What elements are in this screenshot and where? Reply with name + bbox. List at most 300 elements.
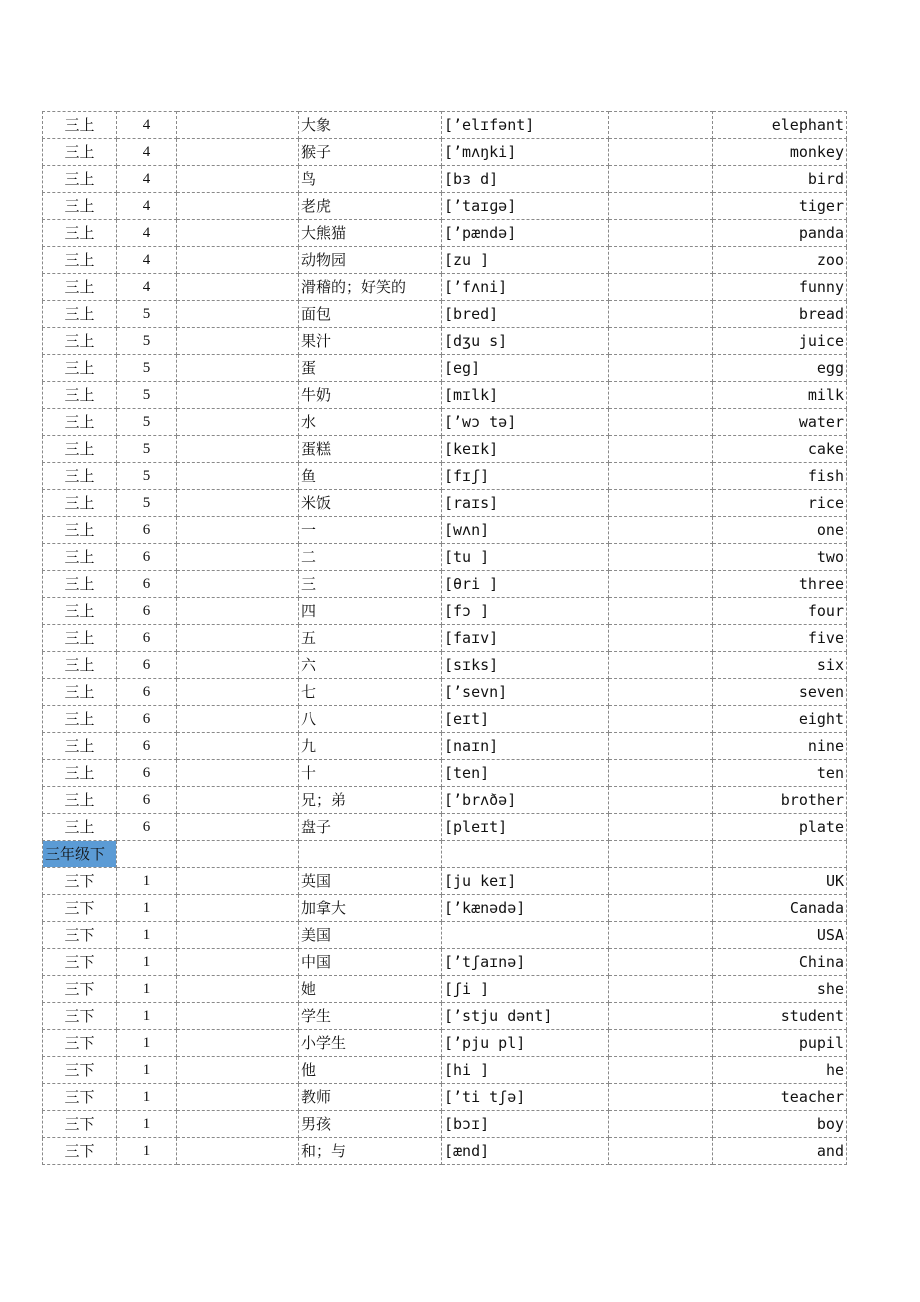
unit-cell: 5 bbox=[117, 409, 177, 436]
grade-cell: 三下 bbox=[43, 868, 117, 895]
grade-cell: 三上 bbox=[43, 652, 117, 679]
unit-cell: 1 bbox=[117, 922, 177, 949]
english-word-cell: eight bbox=[713, 706, 847, 733]
blank-cell bbox=[609, 1057, 713, 1084]
english-word-cell: elephant bbox=[713, 112, 847, 139]
english-word-cell: water bbox=[713, 409, 847, 436]
phonetic-cell: [mɪlk] bbox=[442, 382, 609, 409]
unit-cell: 1 bbox=[117, 895, 177, 922]
chinese-meaning-cell: 美国 bbox=[299, 922, 442, 949]
phonetic-cell: [eg] bbox=[442, 355, 609, 382]
blank-cell bbox=[609, 274, 713, 301]
blank-cell bbox=[177, 1003, 299, 1030]
grade-cell: 三下 bbox=[43, 1057, 117, 1084]
table-row bbox=[43, 1084, 847, 1111]
phonetic-cell: [zu ] bbox=[442, 247, 609, 274]
english-word-cell: bird bbox=[713, 166, 847, 193]
blank-cell bbox=[177, 328, 299, 355]
table-row bbox=[43, 112, 847, 139]
phonetic-cell: [keɪk] bbox=[442, 436, 609, 463]
phonetic-cell: [bred] bbox=[442, 301, 609, 328]
grade-cell: 三下 bbox=[43, 1111, 117, 1138]
chinese-meaning-cell: 蛋糕 bbox=[299, 436, 442, 463]
english-word-cell: fish bbox=[713, 463, 847, 490]
unit-cell: 4 bbox=[117, 220, 177, 247]
phonetic-cell: [faɪv] bbox=[442, 625, 609, 652]
blank-cell bbox=[177, 463, 299, 490]
table-row bbox=[43, 922, 847, 949]
chinese-meaning-cell: 米饭 bbox=[299, 490, 442, 517]
grade-cell: 三上 bbox=[43, 301, 117, 328]
grade-cell: 三上 bbox=[43, 382, 117, 409]
blank-cell bbox=[177, 436, 299, 463]
grade-cell: 三上 bbox=[43, 814, 117, 841]
blank-cell bbox=[609, 625, 713, 652]
chinese-meaning-cell: 她 bbox=[299, 976, 442, 1003]
blank-cell bbox=[609, 1084, 713, 1111]
phonetic-cell: [’taɪɡə] bbox=[442, 193, 609, 220]
unit-cell: 1 bbox=[117, 1057, 177, 1084]
table-row bbox=[43, 895, 847, 922]
blank-cell bbox=[609, 490, 713, 517]
phonetic-cell: [’wɔ tə] bbox=[442, 409, 609, 436]
phonetic-cell: [’elɪfənt] bbox=[442, 112, 609, 139]
english-word-cell: tiger bbox=[713, 193, 847, 220]
blank-cell bbox=[609, 301, 713, 328]
table-row bbox=[43, 544, 847, 571]
unit-cell: 5 bbox=[117, 328, 177, 355]
unit-cell: 6 bbox=[117, 544, 177, 571]
blank-cell bbox=[177, 895, 299, 922]
table-row bbox=[43, 274, 847, 301]
grade-cell: 三上 bbox=[43, 598, 117, 625]
phonetic-cell: [’mʌŋki] bbox=[442, 139, 609, 166]
table-row bbox=[43, 598, 847, 625]
blank-cell bbox=[609, 733, 713, 760]
blank-cell bbox=[177, 274, 299, 301]
table-row bbox=[43, 760, 847, 787]
unit-cell: 6 bbox=[117, 652, 177, 679]
chinese-meaning-cell: 二 bbox=[299, 544, 442, 571]
blank-cell bbox=[177, 409, 299, 436]
unit-cell: 1 bbox=[117, 1138, 177, 1165]
table-row bbox=[43, 679, 847, 706]
blank-cell bbox=[609, 382, 713, 409]
english-word-cell: rice bbox=[713, 490, 847, 517]
grade-cell: 三上 bbox=[43, 220, 117, 247]
blank-cell bbox=[177, 787, 299, 814]
unit-cell: 5 bbox=[117, 301, 177, 328]
english-word-cell bbox=[713, 841, 847, 868]
chinese-meaning-cell: 大象 bbox=[299, 112, 442, 139]
blank-cell bbox=[177, 922, 299, 949]
unit-cell: 5 bbox=[117, 490, 177, 517]
english-word-cell: brother bbox=[713, 787, 847, 814]
grade-cell: 三上 bbox=[43, 544, 117, 571]
unit-cell: 4 bbox=[117, 247, 177, 274]
table-row bbox=[43, 382, 847, 409]
blank-cell bbox=[609, 787, 713, 814]
table-row bbox=[43, 976, 847, 1003]
blank-cell bbox=[177, 544, 299, 571]
unit-cell: 5 bbox=[117, 355, 177, 382]
blank-cell bbox=[609, 706, 713, 733]
phonetic-cell: [’kænədə] bbox=[442, 895, 609, 922]
chinese-meaning-cell: 蛋 bbox=[299, 355, 442, 382]
unit-cell: 4 bbox=[117, 139, 177, 166]
unit-cell: 6 bbox=[117, 598, 177, 625]
blank-cell bbox=[609, 976, 713, 1003]
phonetic-cell: [’fʌni] bbox=[442, 274, 609, 301]
chinese-meaning-cell: 鱼 bbox=[299, 463, 442, 490]
chinese-meaning-cell: 英国 bbox=[299, 868, 442, 895]
phonetic-cell: [ʃi ] bbox=[442, 976, 609, 1003]
grade-cell: 三上 bbox=[43, 760, 117, 787]
grade-cell: 三上 bbox=[43, 139, 117, 166]
english-word-cell: funny bbox=[713, 274, 847, 301]
table-row bbox=[43, 1111, 847, 1138]
unit-cell: 6 bbox=[117, 733, 177, 760]
phonetic-cell: [ænd] bbox=[442, 1138, 609, 1165]
english-word-cell: one bbox=[713, 517, 847, 544]
chinese-meaning-cell: 学生 bbox=[299, 1003, 442, 1030]
chinese-meaning-cell: 九 bbox=[299, 733, 442, 760]
chinese-meaning-cell: 中国 bbox=[299, 949, 442, 976]
grade-cell: 三上 bbox=[43, 274, 117, 301]
blank-cell bbox=[609, 112, 713, 139]
blank-cell bbox=[609, 517, 713, 544]
phonetic-cell: [fɪʃ] bbox=[442, 463, 609, 490]
table-row bbox=[43, 706, 847, 733]
phonetic-cell: [eɪt] bbox=[442, 706, 609, 733]
blank-cell bbox=[177, 706, 299, 733]
english-word-cell: Canada bbox=[713, 895, 847, 922]
phonetic-cell: [bɜ d] bbox=[442, 166, 609, 193]
english-word-cell: six bbox=[713, 652, 847, 679]
english-word-cell: UK bbox=[713, 868, 847, 895]
chinese-meaning-cell: 鸟 bbox=[299, 166, 442, 193]
english-word-cell: two bbox=[713, 544, 847, 571]
phonetic-cell: [’brʌðə] bbox=[442, 787, 609, 814]
english-word-cell: student bbox=[713, 1003, 847, 1030]
phonetic-cell: [ten] bbox=[442, 760, 609, 787]
phonetic-cell: [θri ] bbox=[442, 571, 609, 598]
blank-cell bbox=[177, 652, 299, 679]
blank-cell bbox=[177, 1084, 299, 1111]
english-word-cell: USA bbox=[713, 922, 847, 949]
unit-cell: 1 bbox=[117, 1030, 177, 1057]
grade-cell: 三上 bbox=[43, 517, 117, 544]
blank-cell bbox=[609, 355, 713, 382]
blank-cell bbox=[177, 1111, 299, 1138]
grade-cell: 三下 bbox=[43, 949, 117, 976]
blank-cell bbox=[609, 247, 713, 274]
grade-cell: 三上 bbox=[43, 247, 117, 274]
table-row bbox=[43, 517, 847, 544]
english-word-cell: teacher bbox=[713, 1084, 847, 1111]
unit-cell bbox=[117, 841, 177, 868]
phonetic-cell: [’pændə] bbox=[442, 220, 609, 247]
chinese-meaning-cell: 加拿大 bbox=[299, 895, 442, 922]
chinese-meaning-cell: 三 bbox=[299, 571, 442, 598]
blank-cell bbox=[609, 220, 713, 247]
chinese-meaning-cell: 盘子 bbox=[299, 814, 442, 841]
chinese-meaning-cell: 六 bbox=[299, 652, 442, 679]
english-word-cell: seven bbox=[713, 679, 847, 706]
blank-cell bbox=[609, 1138, 713, 1165]
table-row bbox=[43, 490, 847, 517]
english-word-cell: he bbox=[713, 1057, 847, 1084]
chinese-meaning-cell: 果汁 bbox=[299, 328, 442, 355]
blank-cell bbox=[609, 463, 713, 490]
blank-cell bbox=[177, 841, 299, 868]
blank-cell bbox=[177, 301, 299, 328]
english-word-cell: five bbox=[713, 625, 847, 652]
blank-cell bbox=[177, 868, 299, 895]
phonetic-cell: [’sevn] bbox=[442, 679, 609, 706]
grade-cell: 三上 bbox=[43, 328, 117, 355]
unit-cell: 4 bbox=[117, 274, 177, 301]
phonetic-cell: [hi ] bbox=[442, 1057, 609, 1084]
blank-cell bbox=[609, 652, 713, 679]
blank-cell bbox=[177, 166, 299, 193]
grade-cell: 三上 bbox=[43, 490, 117, 517]
unit-cell: 6 bbox=[117, 760, 177, 787]
blank-cell bbox=[609, 571, 713, 598]
phonetic-cell: [ju keɪ] bbox=[442, 868, 609, 895]
chinese-meaning-cell: 大熊猫 bbox=[299, 220, 442, 247]
english-word-cell: she bbox=[713, 976, 847, 1003]
table-row bbox=[43, 166, 847, 193]
grade-cell: 三下 bbox=[43, 1138, 117, 1165]
vocabulary-table-body bbox=[43, 112, 847, 1165]
blank-cell bbox=[177, 382, 299, 409]
phonetic-cell: [’stju dənt] bbox=[442, 1003, 609, 1030]
chinese-meaning-cell: 牛奶 bbox=[299, 382, 442, 409]
english-word-cell: ten bbox=[713, 760, 847, 787]
phonetic-cell: [bɔɪ] bbox=[442, 1111, 609, 1138]
grade-cell: 三上 bbox=[43, 706, 117, 733]
unit-cell: 5 bbox=[117, 382, 177, 409]
blank-cell bbox=[609, 409, 713, 436]
phonetic-cell: [pleɪt] bbox=[442, 814, 609, 841]
blank-cell bbox=[177, 598, 299, 625]
blank-cell bbox=[177, 490, 299, 517]
table-row bbox=[43, 733, 847, 760]
unit-cell: 1 bbox=[117, 1111, 177, 1138]
table-row bbox=[43, 301, 847, 328]
blank-cell bbox=[177, 1057, 299, 1084]
blank-cell bbox=[609, 436, 713, 463]
english-word-cell: egg bbox=[713, 355, 847, 382]
blank-cell bbox=[177, 193, 299, 220]
chinese-meaning-cell: 兄；弟 bbox=[299, 787, 442, 814]
english-word-cell: three bbox=[713, 571, 847, 598]
phonetic-cell: [fɔ ] bbox=[442, 598, 609, 625]
section-header-row bbox=[43, 841, 847, 868]
phonetic-cell: [’pju pl] bbox=[442, 1030, 609, 1057]
unit-cell: 6 bbox=[117, 787, 177, 814]
grade-cell: 三上 bbox=[43, 355, 117, 382]
blank-cell bbox=[177, 625, 299, 652]
unit-cell: 6 bbox=[117, 571, 177, 598]
chinese-meaning-cell: 十 bbox=[299, 760, 442, 787]
phonetic-cell: [wʌn] bbox=[442, 517, 609, 544]
blank-cell bbox=[609, 193, 713, 220]
chinese-meaning-cell: 四 bbox=[299, 598, 442, 625]
blank-cell bbox=[609, 1003, 713, 1030]
unit-cell: 6 bbox=[117, 679, 177, 706]
english-word-cell: boy bbox=[713, 1111, 847, 1138]
english-word-cell: milk bbox=[713, 382, 847, 409]
grade-cell: 三上 bbox=[43, 625, 117, 652]
english-word-cell: panda bbox=[713, 220, 847, 247]
grade-cell: 三上 bbox=[43, 463, 117, 490]
blank-cell bbox=[609, 679, 713, 706]
unit-cell: 1 bbox=[117, 1084, 177, 1111]
blank-cell bbox=[177, 247, 299, 274]
english-word-cell: juice bbox=[713, 328, 847, 355]
grade-cell: 三上 bbox=[43, 166, 117, 193]
grade-cell: 三上 bbox=[43, 571, 117, 598]
grade-cell: 三年级下 bbox=[43, 841, 117, 868]
unit-cell: 6 bbox=[117, 625, 177, 652]
unit-cell: 4 bbox=[117, 166, 177, 193]
table-row bbox=[43, 193, 847, 220]
phonetic-cell: [tu ] bbox=[442, 544, 609, 571]
phonetic-cell: [’ti tʃə] bbox=[442, 1084, 609, 1111]
phonetic-cell bbox=[442, 841, 609, 868]
table-row bbox=[43, 355, 847, 382]
grade-cell: 三下 bbox=[43, 976, 117, 1003]
grade-cell: 三上 bbox=[43, 733, 117, 760]
table-row bbox=[43, 787, 847, 814]
unit-cell: 1 bbox=[117, 949, 177, 976]
table-row bbox=[43, 868, 847, 895]
blank-cell bbox=[177, 220, 299, 247]
blank-cell bbox=[609, 139, 713, 166]
chinese-meaning-cell: 五 bbox=[299, 625, 442, 652]
blank-cell bbox=[177, 517, 299, 544]
blank-cell bbox=[177, 139, 299, 166]
english-word-cell: pupil bbox=[713, 1030, 847, 1057]
chinese-meaning-cell: 小学生 bbox=[299, 1030, 442, 1057]
blank-cell bbox=[177, 571, 299, 598]
english-word-cell: and bbox=[713, 1138, 847, 1165]
grade-cell: 三下 bbox=[43, 1003, 117, 1030]
blank-cell bbox=[177, 1030, 299, 1057]
blank-cell bbox=[177, 976, 299, 1003]
english-word-cell: zoo bbox=[713, 247, 847, 274]
phonetic-cell: [’tʃaɪnə] bbox=[442, 949, 609, 976]
chinese-meaning-cell: 滑稽的；好笑的 bbox=[299, 274, 442, 301]
table-row bbox=[43, 1138, 847, 1165]
chinese-meaning-cell bbox=[299, 841, 442, 868]
blank-cell bbox=[177, 949, 299, 976]
blank-cell bbox=[609, 814, 713, 841]
english-word-cell: nine bbox=[713, 733, 847, 760]
table-row bbox=[43, 436, 847, 463]
phonetic-cell: [naɪn] bbox=[442, 733, 609, 760]
blank-cell bbox=[177, 355, 299, 382]
english-word-cell: bread bbox=[713, 301, 847, 328]
table-row bbox=[43, 1057, 847, 1084]
blank-cell bbox=[609, 1111, 713, 1138]
unit-cell: 6 bbox=[117, 814, 177, 841]
grade-cell: 三下 bbox=[43, 1030, 117, 1057]
phonetic-cell: [sɪks] bbox=[442, 652, 609, 679]
unit-cell: 6 bbox=[117, 706, 177, 733]
chinese-meaning-cell: 教师 bbox=[299, 1084, 442, 1111]
table-row bbox=[43, 409, 847, 436]
chinese-meaning-cell: 老虎 bbox=[299, 193, 442, 220]
table-row bbox=[43, 571, 847, 598]
chinese-meaning-cell: 动物园 bbox=[299, 247, 442, 274]
chinese-meaning-cell: 八 bbox=[299, 706, 442, 733]
blank-cell bbox=[609, 922, 713, 949]
unit-cell: 5 bbox=[117, 436, 177, 463]
phonetic-cell: [dʒu s] bbox=[442, 328, 609, 355]
grade-cell: 三上 bbox=[43, 787, 117, 814]
chinese-meaning-cell: 他 bbox=[299, 1057, 442, 1084]
unit-cell: 1 bbox=[117, 976, 177, 1003]
chinese-meaning-cell: 和；与 bbox=[299, 1138, 442, 1165]
grade-cell: 三下 bbox=[43, 922, 117, 949]
table-row bbox=[43, 949, 847, 976]
blank-cell bbox=[609, 841, 713, 868]
blank-cell bbox=[177, 814, 299, 841]
table-row bbox=[43, 1003, 847, 1030]
unit-cell: 6 bbox=[117, 517, 177, 544]
phonetic-cell bbox=[442, 922, 609, 949]
grade-cell: 三上 bbox=[43, 112, 117, 139]
blank-cell bbox=[177, 112, 299, 139]
blank-cell bbox=[609, 166, 713, 193]
grade-cell: 三下 bbox=[43, 1084, 117, 1111]
unit-cell: 1 bbox=[117, 1003, 177, 1030]
unit-cell: 4 bbox=[117, 193, 177, 220]
english-word-cell: monkey bbox=[713, 139, 847, 166]
chinese-meaning-cell: 七 bbox=[299, 679, 442, 706]
blank-cell bbox=[177, 1138, 299, 1165]
blank-cell bbox=[177, 760, 299, 787]
grade-cell: 三上 bbox=[43, 679, 117, 706]
table-row bbox=[43, 328, 847, 355]
blank-cell bbox=[177, 679, 299, 706]
blank-cell bbox=[609, 949, 713, 976]
table-row bbox=[43, 220, 847, 247]
unit-cell: 1 bbox=[117, 868, 177, 895]
blank-cell bbox=[609, 895, 713, 922]
table-row bbox=[43, 463, 847, 490]
blank-cell bbox=[177, 733, 299, 760]
grade-cell: 三下 bbox=[43, 895, 117, 922]
blank-cell bbox=[609, 760, 713, 787]
english-word-cell: cake bbox=[713, 436, 847, 463]
unit-cell: 4 bbox=[117, 112, 177, 139]
chinese-meaning-cell: 猴子 bbox=[299, 139, 442, 166]
blank-cell bbox=[609, 1030, 713, 1057]
english-word-cell: four bbox=[713, 598, 847, 625]
table-row bbox=[43, 625, 847, 652]
blank-cell bbox=[609, 328, 713, 355]
table-row bbox=[43, 814, 847, 841]
grade-cell: 三上 bbox=[43, 409, 117, 436]
blank-cell bbox=[609, 598, 713, 625]
vocabulary-table bbox=[42, 111, 847, 1165]
phonetic-cell: [raɪs] bbox=[442, 490, 609, 517]
grade-cell: 三上 bbox=[43, 193, 117, 220]
